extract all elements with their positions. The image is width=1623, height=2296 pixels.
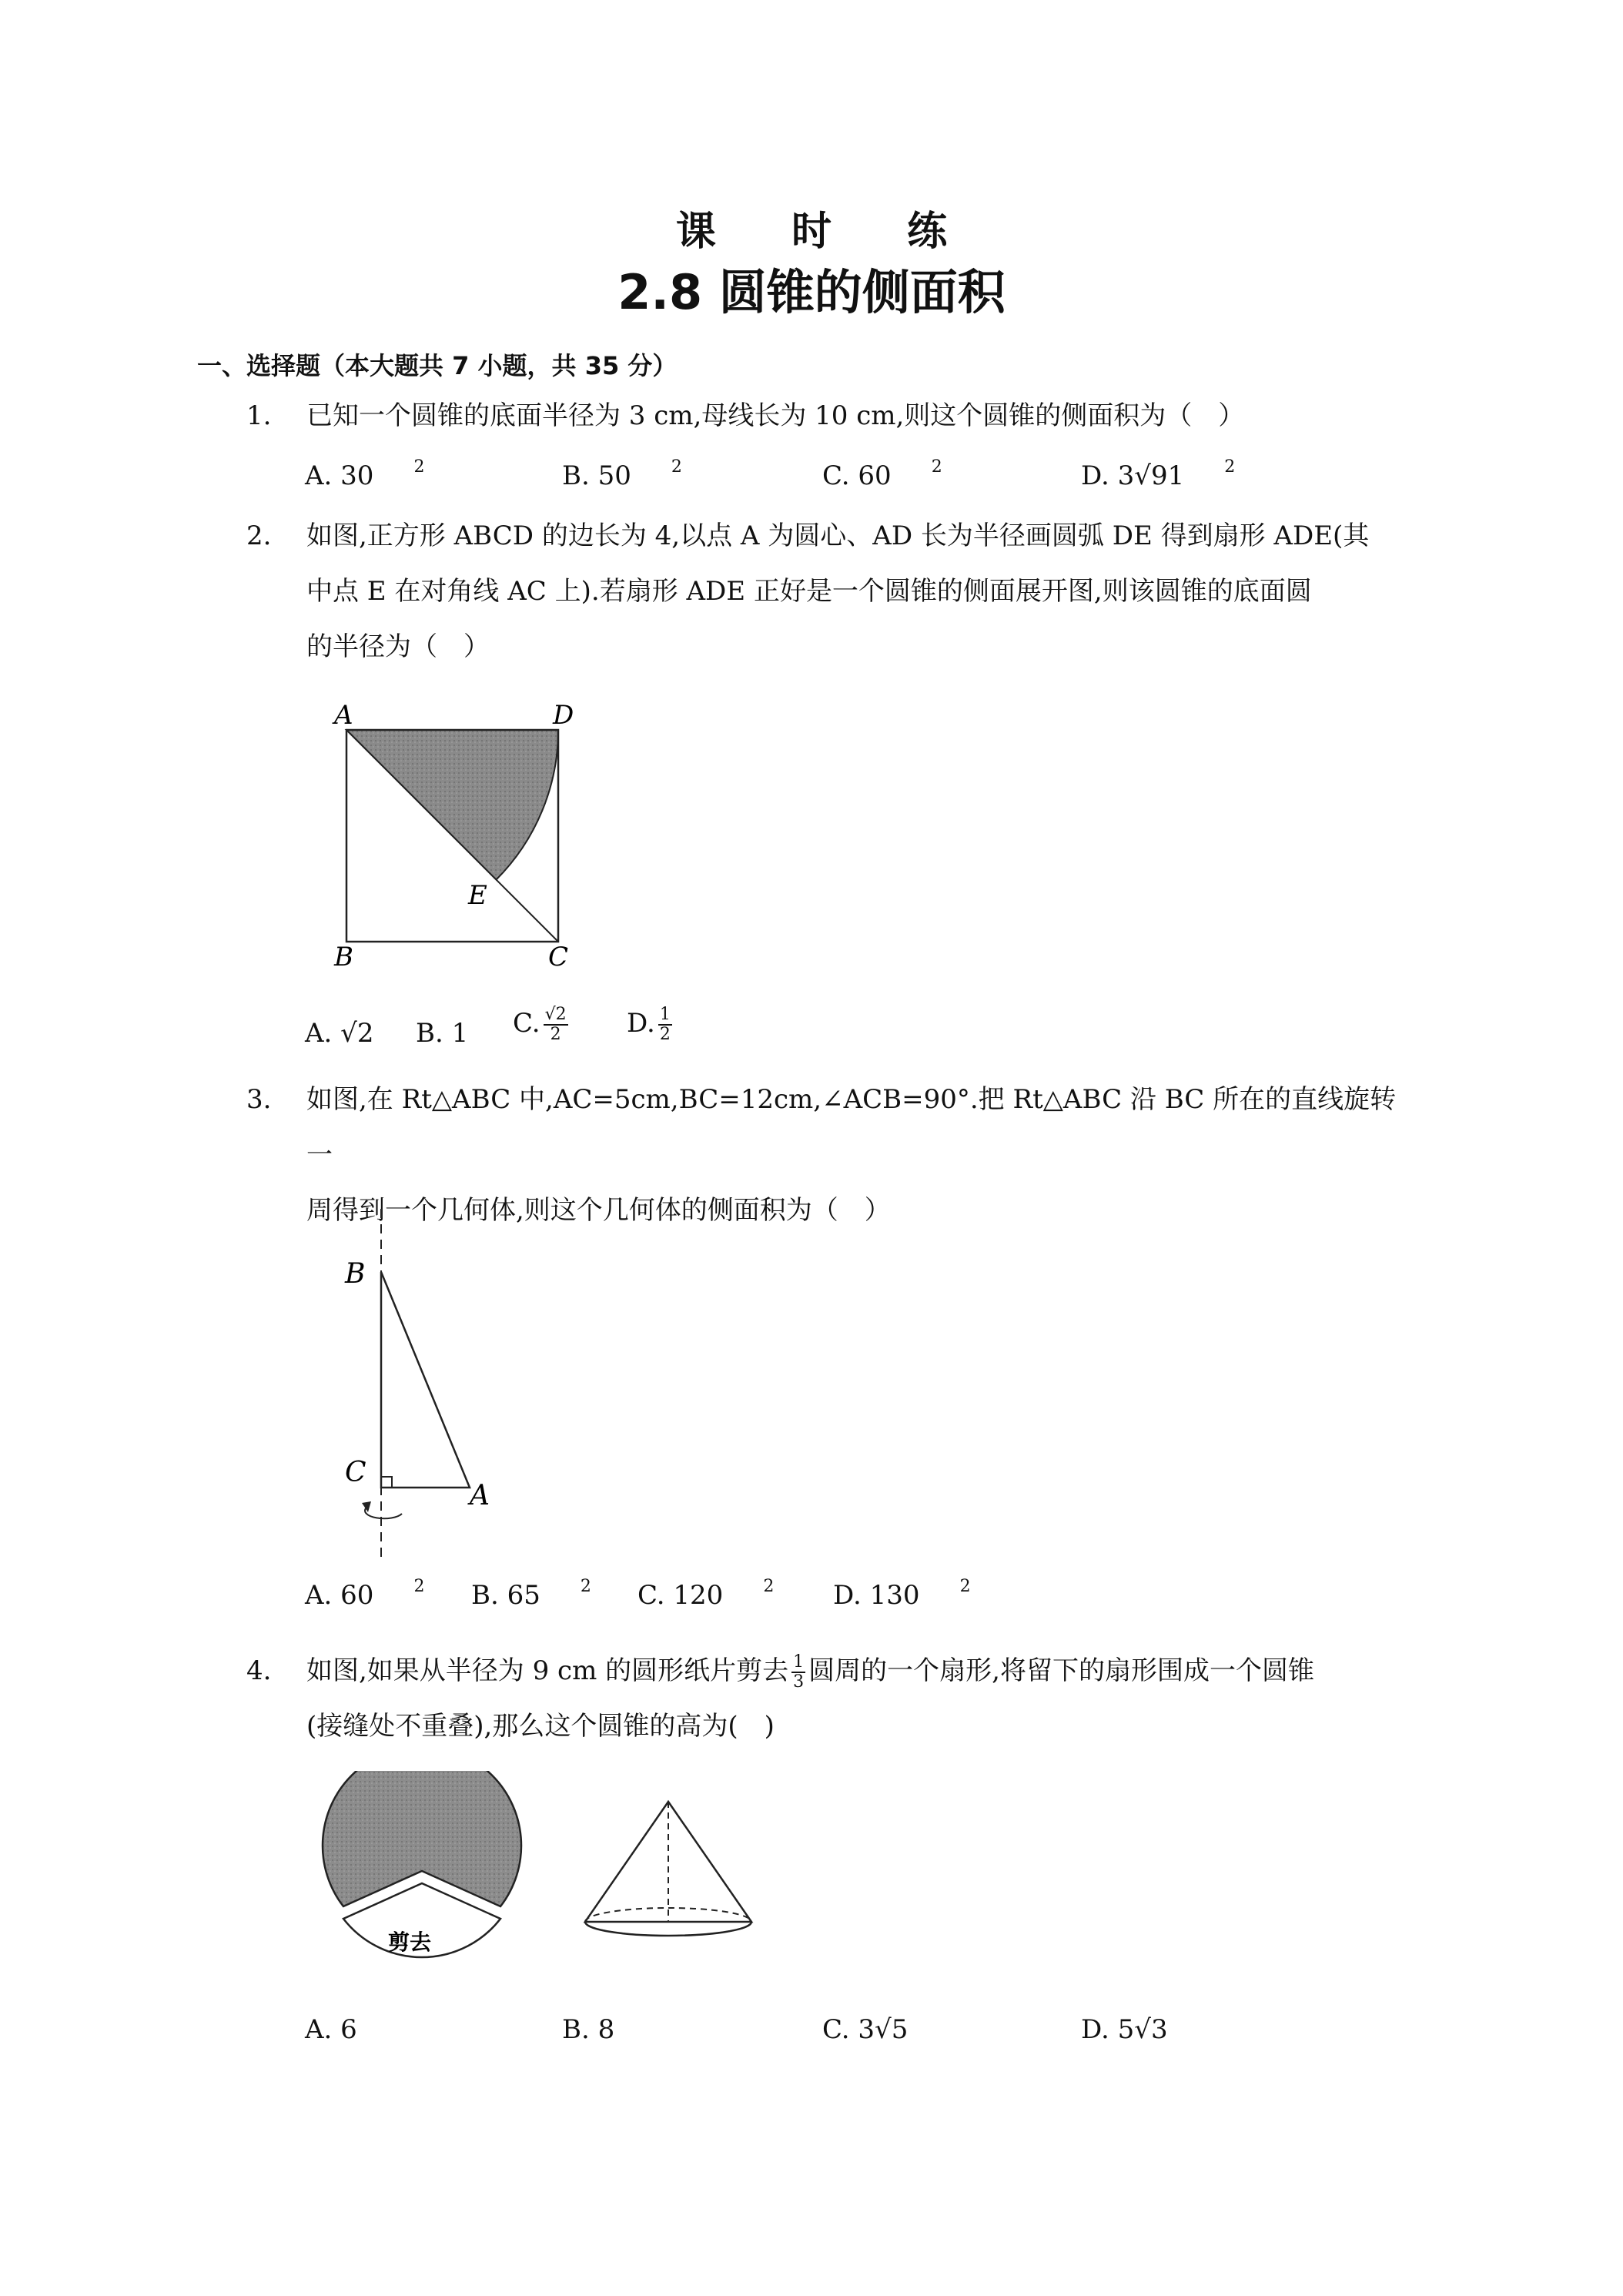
- question-2-line-3: 的半径为（ ）: [306, 631, 490, 662]
- question-2-option-c[interactable]: C. $\frac{√2}{2}$: [513, 1005, 567, 1044]
- question-4-option-d[interactable]: D. 5√3: [1081, 2014, 1168, 2045]
- question-2-line-1: 如图,正方形 ABCD 的边长为 4,以点 A 为圆心、AD 长为半径画圆弧 DE 得到扇形 ADE(其: [306, 520, 1370, 551]
- label-a: A: [334, 700, 353, 731]
- question-2-option-d[interactable]: D. $\frac{1}{2}$: [627, 1005, 671, 1044]
- question-2-number: 2.: [246, 520, 272, 551]
- section-heading: 一、选择题（本大题共 7 小题，共 35 分）: [197, 351, 678, 380]
- right-triangle: [381, 1272, 470, 1488]
- rotation-arrowhead-icon: [362, 1501, 371, 1512]
- label-b: B: [345, 1258, 366, 1290]
- question-4-line-1: 如图,如果从半径为 9 cm 的圆形纸片剪去 $\frac{1}{3}$ 圆周的一个扇形,将留下的扇形围成一个圆锥: [306, 1652, 1314, 1692]
- question-2-line-2: 中点 E 在对角线 AC 上).若扇形 ADE 正好是一个圆锥的侧面展开图,则该圆锥的底面圆: [306, 576, 1312, 607]
- question-3-option-b[interactable]: B. 65 $^2$: [471, 1577, 591, 1611]
- question-1-text: 已知一个圆锥的底面半径为 3 cm,母线长为 10 cm,则这个圆锥的侧面积为（ ）: [306, 400, 1245, 431]
- page-title: 课 时 练: [675, 209, 979, 255]
- question-4-option-c[interactable]: C. 3√5: [822, 2014, 909, 2045]
- question-4-text: [306, 1643, 1400, 1754]
- question-3-option-a[interactable]: A. 60 $^2$: [305, 1577, 425, 1611]
- rotation-arrow-icon: [365, 1508, 402, 1518]
- label-c: C: [345, 1457, 366, 1488]
- question-1-option-d[interactable]: D. 3√91 $^2$: [1081, 457, 1236, 491]
- cone-base-front: [585, 1922, 751, 1936]
- shaded-sector: [346, 730, 558, 880]
- question-4-number: 4.: [246, 1655, 272, 1686]
- question-2-option-a[interactable]: A. √2: [305, 1018, 374, 1049]
- label-d: D: [553, 700, 574, 731]
- question-3-line-1: 如图,在 Rt△ABC 中,AC=5cm,BC=12cm,∠ACB=90°.把 Rt△ABC 沿 BC 所在的直线旋转一: [306, 1084, 1397, 1170]
- question-4-option-a[interactable]: A. 6: [305, 2014, 357, 2045]
- question-3-line-2: 周得到一个几何体,则这个几何体的侧面积为（ ）: [306, 1195, 891, 1226]
- label-c: C: [548, 942, 569, 972]
- triangle-rotation-figure: [331, 1209, 516, 1571]
- question-3-option-d[interactable]: D. 130 $^2$: [833, 1577, 971, 1611]
- square-sector-figure: [323, 693, 585, 986]
- label-a: A: [470, 1480, 490, 1511]
- question-2-text: [306, 508, 1400, 674]
- cut-label: 剪去: [388, 1930, 432, 1955]
- question-1-option-b[interactable]: B. 50 $^2$: [562, 457, 682, 491]
- page-subtitle: 2.8 圆锥的侧面积: [617, 264, 1006, 320]
- question-1-option-a[interactable]: A. 30 $^2$: [305, 457, 425, 491]
- right-angle-mark: [381, 1477, 392, 1488]
- question-1-number: 1.: [246, 400, 272, 431]
- paper-circle-figure: [308, 1771, 801, 2002]
- question-4-option-b[interactable]: B. 8: [562, 2014, 615, 2045]
- label-b: B: [334, 942, 353, 972]
- question-1-option-c[interactable]: C. 60 $^2$: [822, 457, 942, 491]
- question-2-option-b[interactable]: B. 1: [416, 1018, 469, 1049]
- label-e: E: [468, 880, 487, 911]
- question-4-line-2: (接缝处不重叠),那么这个圆锥的高为( ): [306, 1711, 775, 1742]
- question-3-number: 3.: [246, 1084, 272, 1115]
- question-3-option-c[interactable]: C. 120 $^2$: [637, 1577, 775, 1611]
